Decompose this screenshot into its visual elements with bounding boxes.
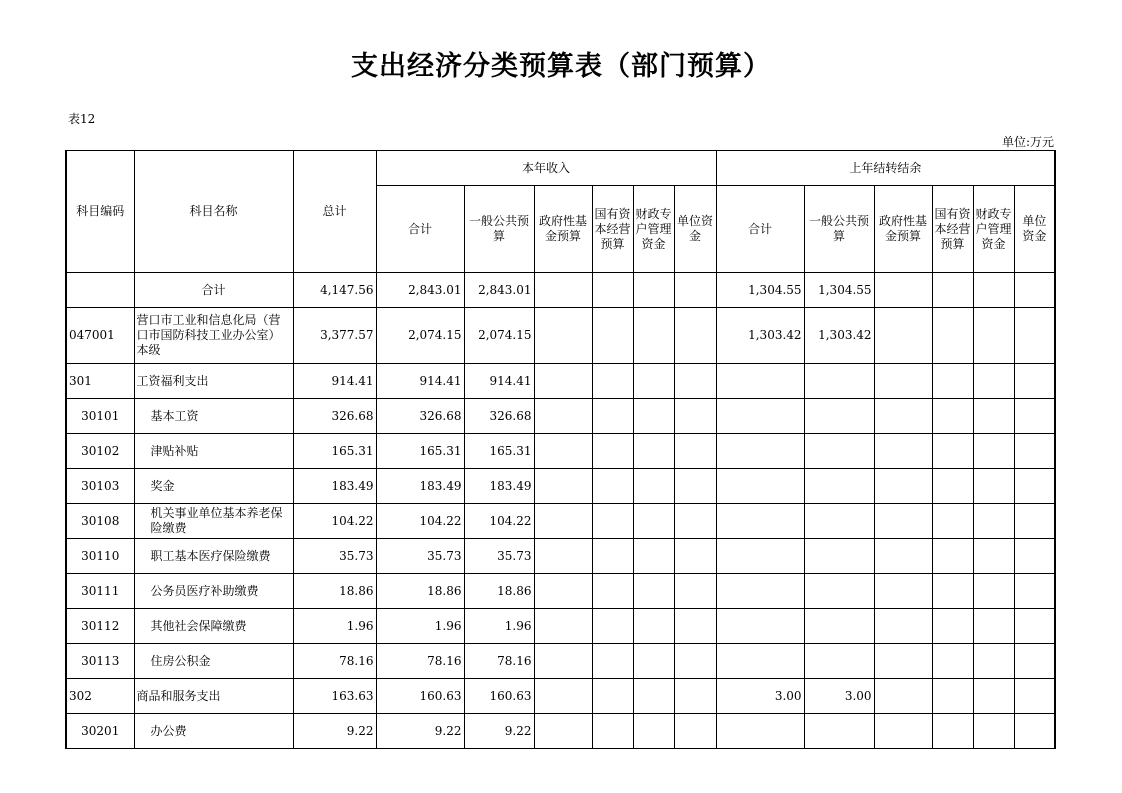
- row-co-fund: [874, 273, 932, 308]
- row-cur-general: 914.41: [464, 364, 534, 399]
- row-co-sum: [716, 504, 804, 539]
- row-co-fiscal-special: [973, 273, 1014, 308]
- row-co-unit-funds: [1014, 609, 1055, 644]
- row-co-fund: [874, 679, 932, 714]
- row-co-fund: [874, 504, 932, 539]
- row-code: 30102: [66, 434, 134, 469]
- row-cur-general: 18.86: [464, 574, 534, 609]
- row-co-state-capital: [932, 273, 973, 308]
- row-cur-general: 165.31: [464, 434, 534, 469]
- row-cur-state-capital: [592, 273, 633, 308]
- budget-table: [65, 150, 1056, 749]
- row-cur-general: 104.22: [464, 504, 534, 539]
- row-co-fiscal-special: [973, 609, 1014, 644]
- row-cur-fund: [534, 434, 592, 469]
- row-co-state-capital: [932, 504, 973, 539]
- table-row: [66, 434, 1055, 469]
- table-row: [66, 609, 1055, 644]
- row-cur-fund: [534, 679, 592, 714]
- row-cur-sum: 9.22: [376, 714, 464, 749]
- row-cur-unit-funds: [674, 434, 716, 469]
- row-co-unit-funds: [1014, 364, 1055, 399]
- row-cur-fund: [534, 574, 592, 609]
- row-co-fund: [874, 644, 932, 679]
- table-number: 表12: [68, 112, 96, 126]
- row-co-fund: [874, 469, 932, 504]
- header-carryover: 上年结转结余: [716, 151, 1055, 186]
- table-row: [66, 539, 1055, 574]
- row-cur-fiscal-special: [633, 364, 674, 399]
- row-cur-fund: [534, 504, 592, 539]
- row-co-sum: [716, 539, 804, 574]
- header-name: 科目名称: [134, 151, 293, 273]
- row-name: 机关事业单位基本养老保险缴费: [134, 504, 293, 539]
- row-name: 工资福利支出: [134, 364, 293, 399]
- row-co-unit-funds: [1014, 644, 1055, 679]
- row-co-unit-funds: [1014, 679, 1055, 714]
- row-cur-general: 35.73: [464, 539, 534, 574]
- row-cur-sum: 104.22: [376, 504, 464, 539]
- table-body: [66, 273, 1055, 749]
- row-cur-unit-funds: [674, 714, 716, 749]
- row-name: 职工基本医疗保险缴费: [134, 539, 293, 574]
- table-row: [66, 469, 1055, 504]
- row-cur-state-capital: [592, 308, 633, 364]
- row-code: [66, 273, 134, 308]
- row-cur-fund: [534, 609, 592, 644]
- row-co-sum: [716, 364, 804, 399]
- row-code: 302: [66, 679, 134, 714]
- row-cur-fund: [534, 644, 592, 679]
- row-code: 30101: [66, 399, 134, 434]
- row-total: 78.16: [293, 644, 376, 679]
- row-co-fund: [874, 539, 932, 574]
- row-co-fiscal-special: [973, 574, 1014, 609]
- row-co-fiscal-special: [973, 539, 1014, 574]
- header-cur-state-capital: 国有资本经营预算: [592, 186, 633, 273]
- row-cur-fund: [534, 539, 592, 574]
- row-co-fiscal-special: [973, 504, 1014, 539]
- row-cur-general: 160.63: [464, 679, 534, 714]
- row-cur-sum: 183.49: [376, 469, 464, 504]
- table-row: [66, 714, 1055, 749]
- row-total: 183.49: [293, 469, 376, 504]
- row-cur-state-capital: [592, 504, 633, 539]
- row-cur-unit-funds: [674, 364, 716, 399]
- row-co-sum: [716, 469, 804, 504]
- row-co-fiscal-special: [973, 308, 1014, 364]
- row-name: 住房公积金: [134, 644, 293, 679]
- row-name: 津贴补贴: [134, 434, 293, 469]
- table-row: [66, 308, 1055, 364]
- row-code: 30112: [66, 609, 134, 644]
- row-cur-fiscal-special: [633, 434, 674, 469]
- row-co-state-capital: [932, 574, 973, 609]
- row-co-fiscal-special: [973, 714, 1014, 749]
- row-co-unit-funds: [1014, 574, 1055, 609]
- row-co-state-capital: [932, 399, 973, 434]
- row-cur-general: 326.68: [464, 399, 534, 434]
- row-total: 163.63: [293, 679, 376, 714]
- row-co-sum: [716, 399, 804, 434]
- row-cur-unit-funds: [674, 644, 716, 679]
- row-co-unit-funds: [1014, 308, 1055, 364]
- row-co-unit-funds: [1014, 504, 1055, 539]
- row-cur-fiscal-special: [633, 539, 674, 574]
- row-code: 301: [66, 364, 134, 399]
- row-total: 326.68: [293, 399, 376, 434]
- row-name: 营口市工业和信息化局（营口市国防科技工业办公室）本级: [134, 308, 293, 364]
- row-co-fund: [874, 714, 932, 749]
- row-name: 商品和服务支出: [134, 679, 293, 714]
- row-co-fund: [874, 399, 932, 434]
- row-cur-fiscal-special: [633, 574, 674, 609]
- header-co-fiscal-special: 财政专户管理资金: [973, 186, 1014, 273]
- table-row: [66, 679, 1055, 714]
- row-co-unit-funds: [1014, 434, 1055, 469]
- row-co-general: [804, 399, 874, 434]
- row-name: 办公费: [134, 714, 293, 749]
- header-co-unit-funds: 单位资金: [1014, 186, 1055, 273]
- table-row: [66, 574, 1055, 609]
- row-co-fiscal-special: [973, 399, 1014, 434]
- row-co-sum: [716, 644, 804, 679]
- row-total: 165.31: [293, 434, 376, 469]
- row-total: 914.41: [293, 364, 376, 399]
- row-co-general: [804, 574, 874, 609]
- row-name: 合计: [134, 273, 293, 308]
- row-cur-state-capital: [592, 574, 633, 609]
- table-header: [66, 151, 1055, 273]
- row-co-general: 1,303.42: [804, 308, 874, 364]
- row-cur-general: 1.96: [464, 609, 534, 644]
- row-co-state-capital: [932, 539, 973, 574]
- row-code: 30110: [66, 539, 134, 574]
- row-co-general: 3.00: [804, 679, 874, 714]
- row-total: 1.96: [293, 609, 376, 644]
- row-code: 30201: [66, 714, 134, 749]
- row-cur-state-capital: [592, 714, 633, 749]
- row-cur-unit-funds: [674, 539, 716, 574]
- row-cur-unit-funds: [674, 469, 716, 504]
- row-cur-fiscal-special: [633, 644, 674, 679]
- row-cur-unit-funds: [674, 609, 716, 644]
- row-cur-unit-funds: [674, 504, 716, 539]
- row-co-general: [804, 434, 874, 469]
- row-cur-state-capital: [592, 609, 633, 644]
- row-cur-sum: 1.96: [376, 609, 464, 644]
- row-co-state-capital: [932, 679, 973, 714]
- row-co-general: [804, 364, 874, 399]
- row-total: 18.86: [293, 574, 376, 609]
- row-cur-unit-funds: [674, 574, 716, 609]
- page-title: 支出经济分类预算表（部门预算）: [351, 51, 771, 82]
- row-cur-fiscal-special: [633, 609, 674, 644]
- table-row: [66, 504, 1055, 539]
- row-cur-fund: [534, 469, 592, 504]
- row-co-state-capital: [932, 609, 973, 644]
- row-co-sum: [716, 714, 804, 749]
- row-co-general: [804, 714, 874, 749]
- row-cur-general: 183.49: [464, 469, 534, 504]
- row-total: 9.22: [293, 714, 376, 749]
- row-co-state-capital: [932, 364, 973, 399]
- table-row: [66, 364, 1055, 399]
- row-code: 30108: [66, 504, 134, 539]
- row-co-fiscal-special: [973, 364, 1014, 399]
- row-cur-fund: [534, 714, 592, 749]
- row-cur-fund: [534, 364, 592, 399]
- row-co-sum: 1,303.42: [716, 308, 804, 364]
- row-cur-unit-funds: [674, 273, 716, 308]
- row-co-state-capital: [932, 434, 973, 469]
- row-co-sum: [716, 434, 804, 469]
- header-cur-unit-funds: 单位资金: [674, 186, 716, 273]
- row-cur-fund: [534, 273, 592, 308]
- header-co-sum: 合计: [716, 186, 804, 273]
- row-total: 35.73: [293, 539, 376, 574]
- row-co-fiscal-special: [973, 469, 1014, 504]
- unit-label: 单位:万元: [1001, 135, 1054, 149]
- row-cur-fiscal-special: [633, 469, 674, 504]
- row-co-unit-funds: [1014, 273, 1055, 308]
- row-cur-fiscal-special: [633, 714, 674, 749]
- row-co-fund: [874, 574, 932, 609]
- row-cur-sum: 160.63: [376, 679, 464, 714]
- row-cur-sum: 78.16: [376, 644, 464, 679]
- row-co-unit-funds: [1014, 399, 1055, 434]
- row-code: 30111: [66, 574, 134, 609]
- row-cur-fiscal-special: [633, 504, 674, 539]
- header-cur-general: 一般公共预算: [464, 186, 534, 273]
- row-co-general: [804, 644, 874, 679]
- row-name: 基本工资: [134, 399, 293, 434]
- row-co-general: [804, 609, 874, 644]
- row-co-sum: [716, 609, 804, 644]
- row-co-sum: 1,304.55: [716, 273, 804, 308]
- row-name: 奖金: [134, 469, 293, 504]
- row-cur-state-capital: [592, 644, 633, 679]
- row-co-state-capital: [932, 469, 973, 504]
- row-cur-fiscal-special: [633, 679, 674, 714]
- row-cur-sum: 18.86: [376, 574, 464, 609]
- row-cur-general: 9.22: [464, 714, 534, 749]
- header-cur-sum: 合计: [376, 186, 464, 273]
- row-code: 047001: [66, 308, 134, 364]
- row-cur-sum: 326.68: [376, 399, 464, 434]
- row-co-state-capital: [932, 308, 973, 364]
- row-cur-state-capital: [592, 434, 633, 469]
- row-co-fiscal-special: [973, 644, 1014, 679]
- row-cur-fiscal-special: [633, 308, 674, 364]
- row-cur-sum: 165.31: [376, 434, 464, 469]
- header-co-state-capital: 国有资本经营预算: [932, 186, 973, 273]
- row-cur-state-capital: [592, 679, 633, 714]
- header-code: 科目编码: [66, 151, 134, 273]
- row-cur-sum: 35.73: [376, 539, 464, 574]
- row-co-state-capital: [932, 714, 973, 749]
- row-co-general: 1,304.55: [804, 273, 874, 308]
- header-total: 总计: [293, 151, 376, 273]
- row-cur-fund: [534, 308, 592, 364]
- row-cur-unit-funds: [674, 399, 716, 434]
- table-row: [66, 273, 1055, 308]
- row-co-fund: [874, 308, 932, 364]
- table-row: [66, 399, 1055, 434]
- header-co-general: 一般公共预算: [804, 186, 874, 273]
- row-cur-state-capital: [592, 469, 633, 504]
- row-cur-state-capital: [592, 364, 633, 399]
- row-code: 30103: [66, 469, 134, 504]
- row-cur-fiscal-special: [633, 273, 674, 308]
- row-co-unit-funds: [1014, 469, 1055, 504]
- row-co-sum: 3.00: [716, 679, 804, 714]
- row-cur-unit-funds: [674, 679, 716, 714]
- row-cur-state-capital: [592, 539, 633, 574]
- row-co-state-capital: [932, 644, 973, 679]
- row-code: 30113: [66, 644, 134, 679]
- header-cur-fiscal-special: 财政专户管理资金: [633, 186, 674, 273]
- row-cur-general: 2,843.01: [464, 273, 534, 308]
- table-row: [66, 644, 1055, 679]
- header-co-fund: 政府性基金预算: [874, 186, 932, 273]
- row-co-general: [804, 504, 874, 539]
- row-co-unit-funds: [1014, 714, 1055, 749]
- row-total: 4,147.56: [293, 273, 376, 308]
- row-co-fund: [874, 609, 932, 644]
- row-co-sum: [716, 574, 804, 609]
- row-cur-sum: 914.41: [376, 364, 464, 399]
- row-cur-fiscal-special: [633, 399, 674, 434]
- row-cur-sum: 2,843.01: [376, 273, 464, 308]
- row-total: 104.22: [293, 504, 376, 539]
- header-cur-fund: 政府性基金预算: [534, 186, 592, 273]
- row-name: 公务员医疗补助缴费: [134, 574, 293, 609]
- row-co-general: [804, 469, 874, 504]
- row-cur-state-capital: [592, 399, 633, 434]
- row-co-fund: [874, 434, 932, 469]
- row-cur-sum: 2,074.15: [376, 308, 464, 364]
- row-co-fiscal-special: [973, 679, 1014, 714]
- row-co-fiscal-special: [973, 434, 1014, 469]
- row-co-fund: [874, 364, 932, 399]
- row-total: 3,377.57: [293, 308, 376, 364]
- row-name: 其他社会保障缴费: [134, 609, 293, 644]
- row-cur-fund: [534, 399, 592, 434]
- row-co-unit-funds: [1014, 539, 1055, 574]
- row-co-general: [804, 539, 874, 574]
- row-cur-unit-funds: [674, 308, 716, 364]
- row-cur-general: 78.16: [464, 644, 534, 679]
- row-cur-general: 2,074.15: [464, 308, 534, 364]
- header-current-income: 本年收入: [376, 151, 716, 186]
